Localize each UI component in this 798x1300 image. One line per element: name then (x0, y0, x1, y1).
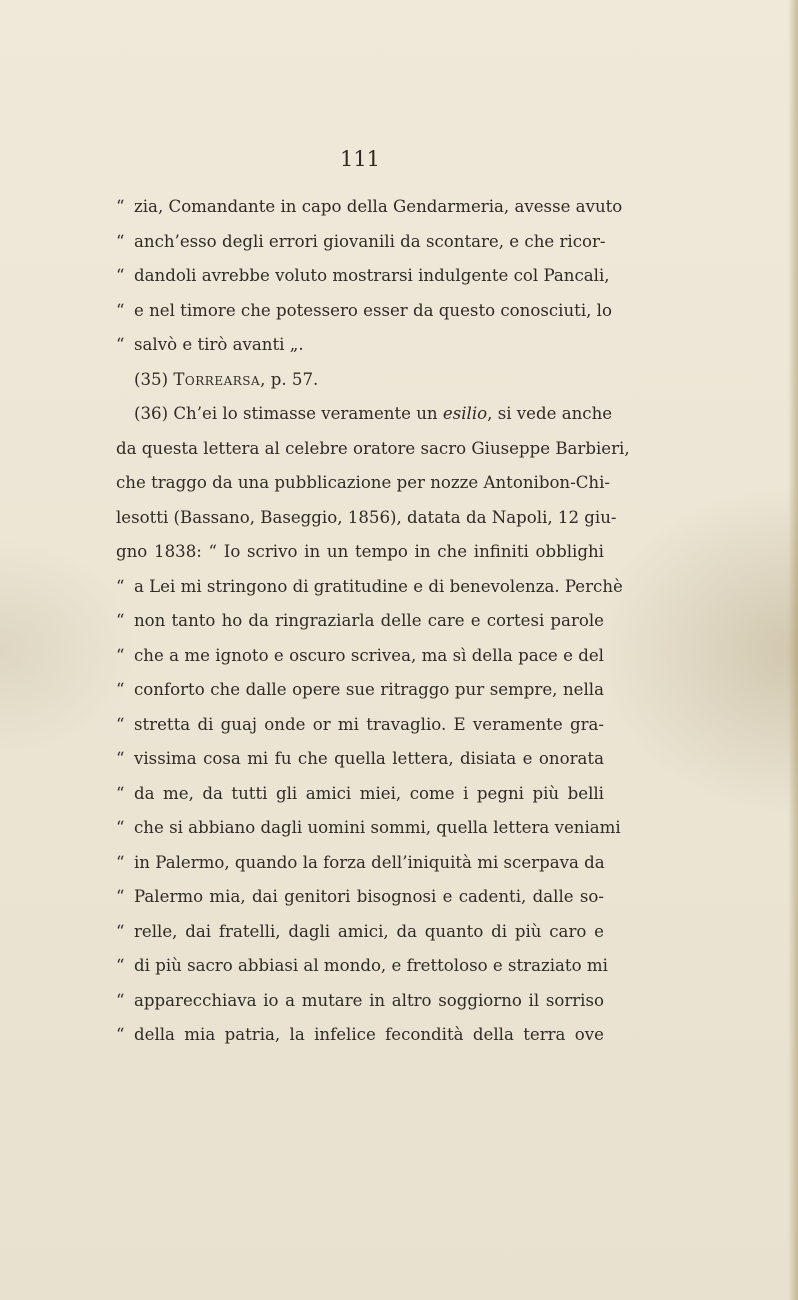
body-text (116, 190, 630, 1053)
italic-word: esilio (442, 404, 488, 423)
text-line (116, 742, 604, 777)
quote-mark: “ (116, 887, 125, 906)
line-text: in Palermo, quando la forza dell’iniquità mi scerpava da (134, 852, 605, 872)
text-line (116, 880, 604, 915)
text-line (116, 190, 623, 225)
text-line (116, 259, 610, 294)
line-text: della mia patria, la infelice fecondità della terra ove (134, 1025, 604, 1044)
page-edge-shadow (788, 0, 798, 1300)
line-text: relle, dai fratelli, dagli amici, da quanto di più caro e (134, 921, 604, 941)
line-text: non tanto ho da ringraziarla delle care e cortesi parole (134, 611, 604, 630)
quote-mark: “ (116, 714, 125, 734)
quote-mark: “ (116, 852, 125, 872)
line-text: che si abbiano dagli uomini sommi, quella lettera veniami (134, 818, 621, 837)
quote-mark: “ (116, 300, 125, 320)
note-number: (35) (134, 369, 174, 389)
text-line (116, 1018, 604, 1053)
line-text: dandoli avrebbe voluto mostrarsi indulgente col Pancali, (134, 266, 610, 285)
line-text: zia, Comandante in capo della Gendarmeria, avesse avuto (134, 197, 623, 216)
line-text: salvò e tirò avanti „. (134, 335, 304, 354)
line-text: di più sacro abbiasi al mondo, e frettoloso e straziato mi (134, 956, 608, 975)
line-text: stretta di guaj onde or mi travaglio. E veramente gra- (134, 714, 604, 734)
quote-mark: “ (116, 783, 125, 803)
quote-mark: “ (116, 749, 125, 768)
text-line (116, 294, 612, 329)
note-text: , si vede anche (487, 404, 613, 423)
quote-mark: “ (116, 611, 125, 630)
footnote-35 (116, 363, 604, 398)
text-line (116, 673, 604, 708)
line-text: a Lei mi stringono di gratitudine e di benevolenza. Perchè (134, 576, 623, 596)
line-text: da me, da tutti gli amici miei, come i pegni più belli (134, 783, 604, 803)
line-text: e nel timore che potessero esser da questo conosciuti, lo (134, 300, 612, 320)
text-line (116, 328, 604, 363)
quote-mark: “ (116, 645, 125, 665)
author-name: Torrearsa (173, 369, 261, 389)
text-line (116, 604, 604, 639)
quote-mark: “ (116, 231, 125, 251)
text-line (116, 915, 604, 950)
text-line (116, 777, 604, 812)
line-text: che a me ignoto e oscuro scrivea, ma sì della pace e del (134, 645, 604, 665)
quote-mark: “ (116, 680, 125, 699)
note-text: (36) Ch’ei lo stimasse veramente un (134, 404, 443, 423)
quote-mark: “ (116, 818, 125, 837)
quote-mark: “ (116, 576, 125, 596)
text-line (116, 984, 604, 1019)
quote-mark: “ (116, 1025, 125, 1044)
line-text: da questa lettera al celebre oratore sacro Giuseppe Barbieri, (116, 438, 630, 458)
line-text: lesotti (Bassano, Baseggio, 1856), datata da Napoli, 12 giu- (116, 507, 617, 527)
text-line (116, 225, 604, 260)
quote-mark: “ (116, 990, 125, 1010)
text-line (116, 535, 604, 570)
quote-mark: “ (116, 956, 125, 975)
line-text: che traggo da una pubblicazione per nozze Antonibon-Chi- (116, 473, 611, 492)
page-number: 111 (339, 147, 381, 171)
text-line (116, 432, 630, 467)
quote-mark: “ (116, 921, 125, 941)
quote-mark: “ (116, 335, 125, 354)
text-line (116, 846, 604, 881)
text-line (116, 570, 623, 605)
quote-mark: “ (116, 197, 125, 216)
text-line (116, 949, 608, 984)
line-text: Palermo mia, dai genitori bisognosi e cadenti, dalle so- (134, 887, 604, 906)
text-line (116, 466, 611, 501)
line-text: vissima cosa mi fu che quella lettera, disiata e onorata (134, 749, 604, 768)
quote-mark: “ (116, 266, 125, 285)
text-line (116, 501, 617, 536)
note-citation: , p. 57. (260, 369, 319, 389)
line-text: anch’esso degli errori giovanili da scontare, e che ricor- (134, 231, 606, 251)
text-line (116, 708, 604, 743)
text-line (116, 811, 621, 846)
footnote-36-start (116, 397, 613, 432)
line-text: gno 1838: “ Io scrivo in un tempo in che infiniti obblighi (116, 542, 604, 561)
line-text: conforto che dalle opere sue ritraggo pur sempre, nella (134, 680, 604, 699)
text-line (116, 639, 604, 674)
line-text: apparecchiava io a mutare in altro soggiorno il sorriso (134, 990, 604, 1010)
